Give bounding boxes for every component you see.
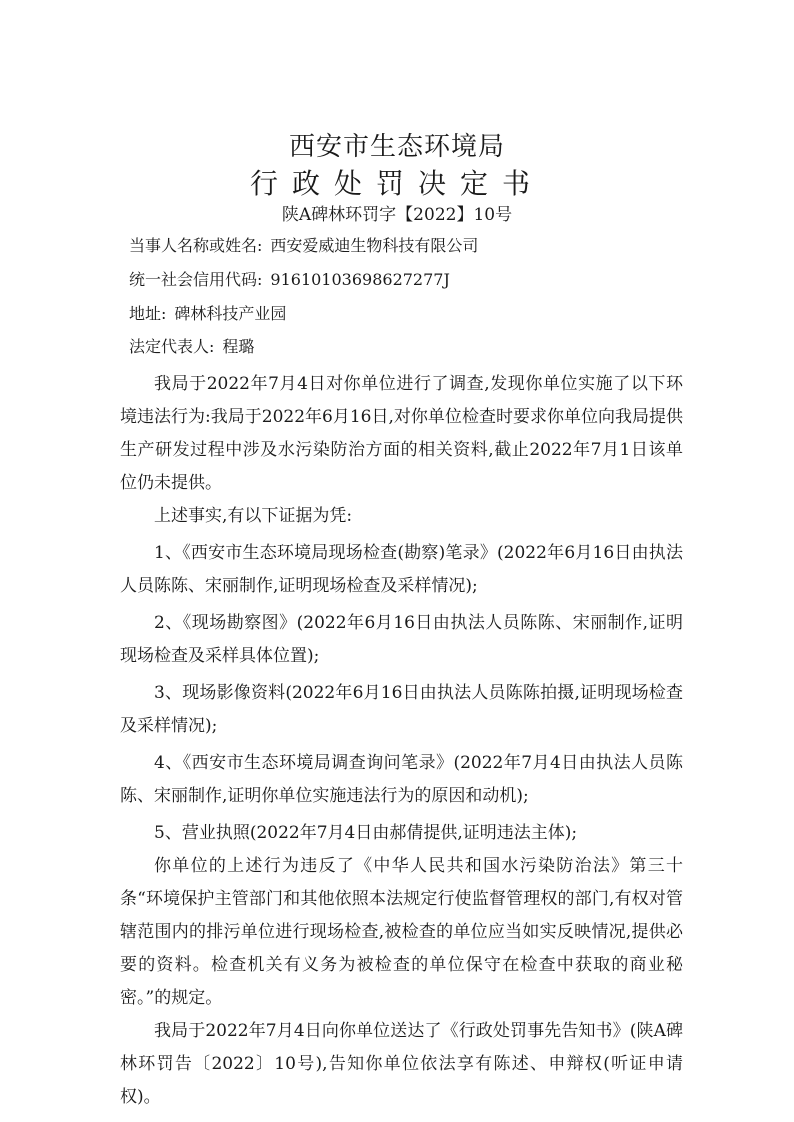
legal-rep-value: 程璐 bbox=[222, 337, 255, 356]
document-number: 陕A碑林环罚字【2022】10号 bbox=[281, 205, 513, 225]
evidence-item: 3、现场影像资料(2022年6月16日由执法人员陈陈拍摄,证明现场检查及采样情况); bbox=[120, 683, 683, 736]
finding-paragraph: 我局于2022年7月4日对你单位进行了调查,发现你单位实施了以下环境违法行为:我局于2022年6月16日,对你单位检查时要求你单位向我局提供生产研发过程中涉及水污染防治方面的相关资料,截止2022年7月1日该单位仍未提供。 bbox=[120, 374, 683, 493]
document-title: 行政处罚决定书 bbox=[249, 167, 544, 200]
party-name-label: 当事人名称或姓名: bbox=[129, 236, 263, 255]
party-name-row bbox=[129, 233, 478, 256]
address-row bbox=[129, 301, 286, 324]
party-name-value: 西安爱威迪生物科技有限公司 bbox=[270, 236, 479, 255]
evidence-intro: 上述事实,有以下证据为凭: bbox=[154, 506, 353, 526]
document-body bbox=[120, 368, 683, 1114]
evidence-item: 4、《西安市生态环境局调查询问笔录》(2022年7月4日由执法人员陈陈、宋丽制作,证明你单位实施违法行为的原因和动机); bbox=[120, 753, 683, 806]
violation-paragraph: 你单位的上述行为违反了《中华人民共和国水污染防治法》第三十条“环境保护主管部门和其他依照本法规定行使监督管理权的部门,有权对管辖范围内的排污单位进行现场检查,被检查的单位应当如实反映情况,提供必要的资料。检查机关有义务为被检查的单位保守在检查中获取的商业秘密。”的规定。 bbox=[120, 856, 683, 1008]
notice-paragraph: 我局于2022年7月4日向你单位送达了《行政处罚事先告知书》(陕A碑林环罚告〔2022〕10号),告知你单位依法享有陈述、申辩权(听证申请权)。 bbox=[120, 1021, 683, 1107]
address-value: 碑林科技产业园 bbox=[174, 304, 287, 323]
credit-code-label: 统一社会信用代码: bbox=[129, 270, 263, 289]
evidence-item: 2、《现场勘察图》(2022年6月16日由执法人员陈陈、宋丽制作,证明现场检查及采样具体位置); bbox=[120, 613, 683, 666]
legal-rep-label: 法定代表人: bbox=[129, 337, 215, 356]
evidence-item: 1、《西安市生态环境局现场检查(勘察)笔录》(2022年6月16日由执法人员陈陈、宋丽制作,证明现场检查及采样情况); bbox=[120, 543, 683, 596]
credit-code-row bbox=[129, 267, 450, 290]
evidence-item: 5、营业执照(2022年7月4日由郝倩提供,证明违法主体); bbox=[154, 823, 578, 843]
legal-rep-row bbox=[129, 334, 254, 357]
credit-code-value: 91610103698627277J bbox=[270, 270, 450, 289]
agency-title: 西安市生态环境局 bbox=[288, 132, 505, 162]
address-label: 地址: bbox=[129, 304, 167, 323]
